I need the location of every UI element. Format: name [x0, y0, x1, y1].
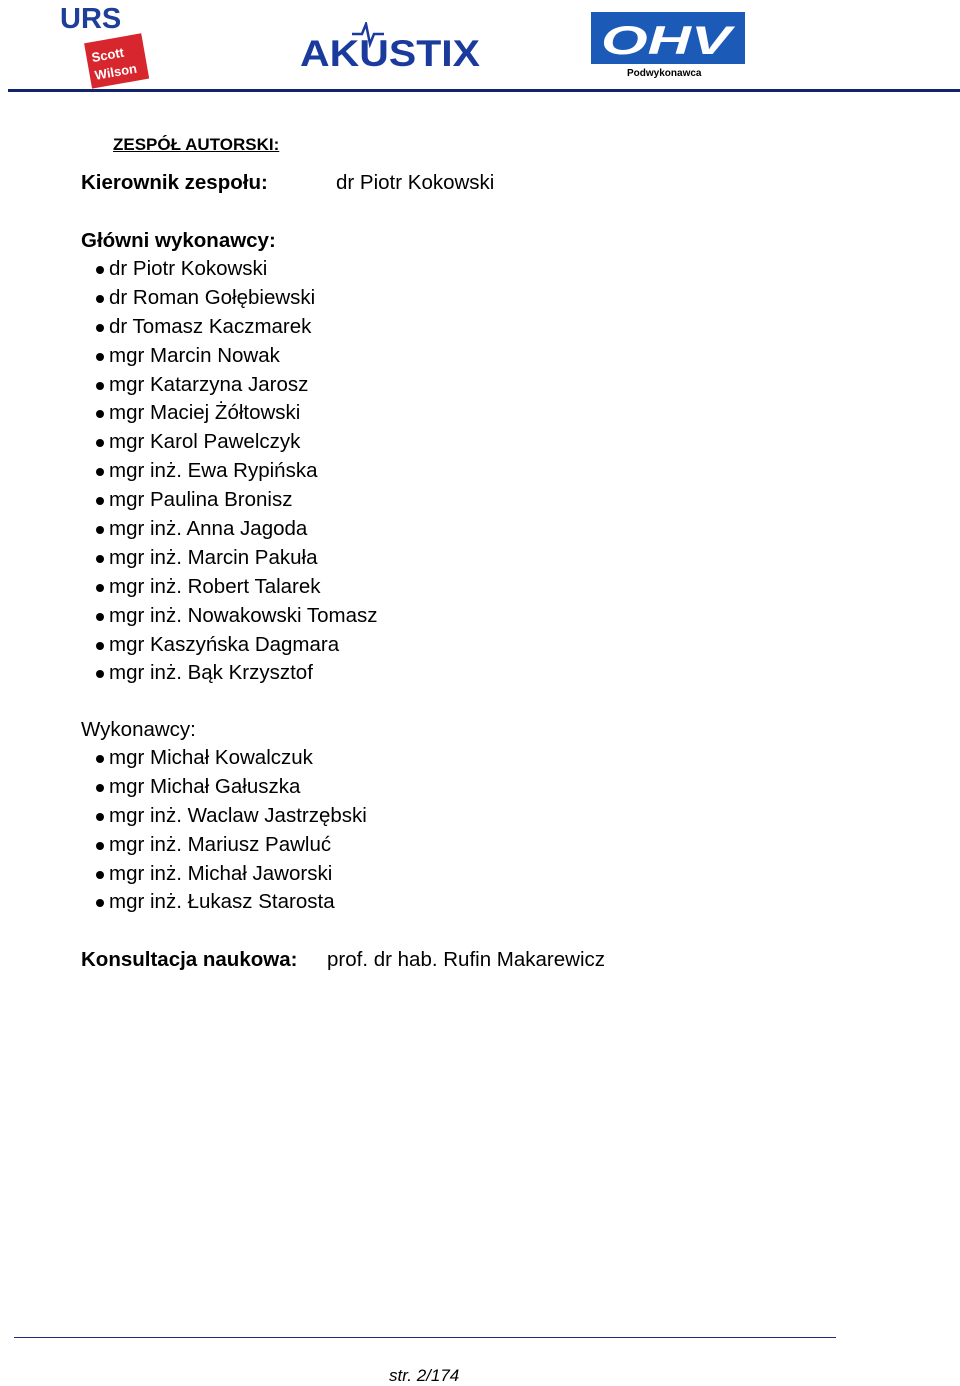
bullet-icon	[96, 266, 104, 274]
person-name: mgr inż. Łukasz Starosta	[109, 890, 335, 914]
person-name: mgr inż. Ewa Rypińska	[109, 459, 318, 483]
consult-label: Konsultacja naukowa:	[81, 948, 298, 971]
svg-text:OHV: OHV	[601, 19, 736, 63]
team-title: ZESPÓŁ AUTORSKI:	[113, 135, 280, 154]
bullet-icon	[96, 613, 104, 621]
list-item	[96, 573, 377, 602]
person-name: mgr inż. Nowakowski Tomasz	[109, 603, 378, 627]
list-item	[96, 659, 377, 688]
list-item	[96, 631, 377, 660]
svg-text:Wilson: Wilson	[93, 60, 138, 83]
person-name: dr Tomasz Kaczmarek	[109, 314, 312, 338]
bullet-icon	[96, 842, 104, 850]
person-name: mgr inż. Bąk Krzysztof	[109, 661, 313, 685]
person-name: mgr Michał Kowalczuk	[109, 746, 313, 769]
person-name: mgr Karol Pawelczyk	[109, 430, 301, 454]
bullet-icon	[96, 813, 104, 821]
bullet-icon	[96, 439, 104, 447]
person-name: mgr inż. Robert Talarek	[109, 574, 321, 598]
person-name: mgr Michał Gałuszka	[109, 774, 301, 798]
bullet-icon	[96, 526, 104, 534]
person-name: mgr inż. Waclaw Jastrzębski	[109, 803, 367, 827]
bullet-icon	[96, 353, 104, 361]
page-number: str. 2/174	[389, 1366, 460, 1385]
ohv-logo	[591, 12, 745, 80]
list-item	[96, 544, 377, 573]
svg-text:URS: URS	[60, 4, 122, 35]
list-item	[96, 457, 377, 486]
person-name: mgr Maciej Żółtowski	[109, 401, 301, 425]
contractors-list	[96, 744, 367, 917]
bullet-icon	[96, 324, 104, 332]
bullet-icon	[96, 382, 104, 390]
list-item	[96, 284, 377, 313]
svg-text:Podwykonawca: Podwykonawca	[627, 68, 702, 79]
bullet-icon	[96, 295, 104, 303]
list-item	[96, 802, 367, 831]
list-item	[96, 888, 367, 917]
list-item	[96, 486, 377, 515]
person-name: mgr Katarzyna Jarosz	[109, 372, 309, 396]
main-contractors-list	[96, 255, 377, 688]
bullet-icon	[96, 871, 104, 879]
list-item	[96, 399, 377, 428]
bullet-icon	[96, 468, 104, 476]
person-name: mgr inż. Anna Jagoda	[109, 517, 308, 541]
bullet-icon	[96, 899, 104, 907]
leader-value: dr Piotr Kokowski	[336, 171, 495, 194]
list-item	[96, 342, 377, 371]
list-item	[96, 831, 367, 860]
list-item	[96, 602, 377, 631]
bullet-icon	[96, 642, 104, 650]
contractors-heading: Wykonawcy:	[81, 718, 196, 741]
person-name: mgr Paulina Bronisz	[109, 488, 293, 512]
list-item	[96, 371, 377, 400]
header-rule	[8, 89, 960, 92]
bullet-icon	[96, 755, 104, 763]
person-name: dr Roman Gołębiewski	[109, 285, 316, 309]
list-item	[96, 428, 377, 457]
person-name: dr Piotr Kokowski	[109, 257, 268, 280]
person-name: mgr inż. Marcin Pakuła	[109, 545, 318, 569]
bullet-icon	[96, 497, 104, 505]
person-name: mgr inż. Mariusz Pawluć	[109, 832, 332, 856]
list-item	[96, 773, 367, 802]
list-item	[96, 860, 367, 889]
bullet-icon	[96, 784, 104, 792]
svg-text:Scott: Scott	[90, 44, 126, 66]
list-item	[96, 255, 377, 284]
person-name: mgr inż. Michał Jaworski	[109, 861, 333, 885]
bullet-icon	[96, 584, 104, 592]
list-item	[96, 744, 367, 773]
bullet-icon	[96, 410, 104, 418]
main-contractors-heading: Główni wykonawcy:	[81, 229, 276, 252]
urs-scott-wilson-logo	[60, 4, 150, 90]
list-item	[96, 313, 377, 342]
consult-value: prof. dr hab. Rufin Makarewicz	[327, 948, 606, 971]
footer-rule	[14, 1337, 836, 1338]
svg-text:AKUSTIX: AKUSTIX	[300, 33, 481, 70]
akustix-logo	[300, 22, 482, 70]
bullet-icon	[96, 670, 104, 678]
person-name: mgr Kaszyńska Dagmara	[109, 632, 340, 656]
list-item	[96, 515, 377, 544]
leader-label: Kierownik zespołu:	[81, 171, 268, 194]
person-name: mgr Marcin Nowak	[109, 343, 280, 367]
bullet-icon	[96, 555, 104, 563]
